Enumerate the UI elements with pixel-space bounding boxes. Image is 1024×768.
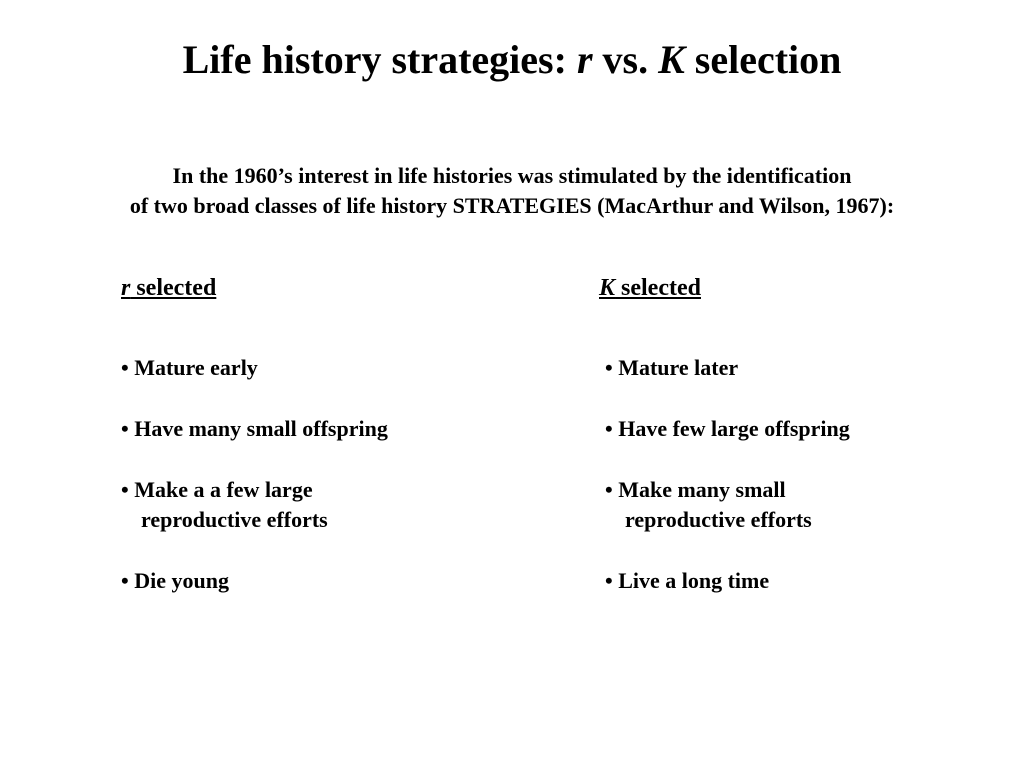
k-trait-continuation: reproductive efforts bbox=[625, 507, 812, 532]
slide-title bbox=[0, 34, 1024, 86]
k-trait-item bbox=[605, 475, 850, 535]
k-trait-item bbox=[605, 566, 850, 596]
intro-line-1: In the 1960’s interest in life histories was stimulated by the identification bbox=[172, 163, 852, 188]
k-trait-text: • Make many small bbox=[605, 477, 786, 502]
k-heading-text: selected bbox=[615, 275, 701, 301]
r-trait-item bbox=[121, 414, 388, 444]
r-trait-text: • Die young bbox=[121, 568, 229, 593]
k-symbol: K bbox=[599, 275, 616, 301]
r-symbol: r bbox=[121, 275, 131, 301]
r-selected-heading bbox=[121, 272, 216, 304]
intro-line-2: of two broad classes of life history STRATEGIES (MacArthur and Wilson, 1967): bbox=[129, 193, 895, 218]
title-vs: vs. bbox=[592, 37, 659, 82]
k-trait-item bbox=[605, 353, 850, 383]
r-trait-item bbox=[121, 353, 388, 383]
k-trait-text: • Live a long time bbox=[605, 568, 770, 593]
r-trait-text: • Make a a few large bbox=[121, 477, 313, 502]
k-trait-item bbox=[605, 414, 850, 444]
r-trait-continuation: reproductive efforts bbox=[141, 507, 328, 532]
r-trait-text: • Have many small offspring bbox=[121, 416, 388, 441]
r-trait-item bbox=[121, 475, 388, 535]
r-trait-item bbox=[121, 566, 388, 596]
k-trait-text: • Have few large offspring bbox=[605, 416, 850, 441]
r-traits-list bbox=[121, 353, 388, 627]
title-prefix: Life history strategies: bbox=[182, 37, 577, 82]
title-suffix: selection bbox=[684, 37, 842, 82]
k-traits-list bbox=[605, 353, 850, 627]
title-r-symbol: r bbox=[576, 37, 593, 82]
r-trait-text: • Mature early bbox=[121, 355, 258, 380]
r-heading-text: selected bbox=[130, 275, 217, 301]
k-trait-text: • Mature later bbox=[605, 355, 739, 380]
title-k-symbol: K bbox=[658, 37, 685, 82]
k-selected-heading bbox=[599, 272, 701, 304]
intro-paragraph bbox=[0, 161, 1024, 221]
